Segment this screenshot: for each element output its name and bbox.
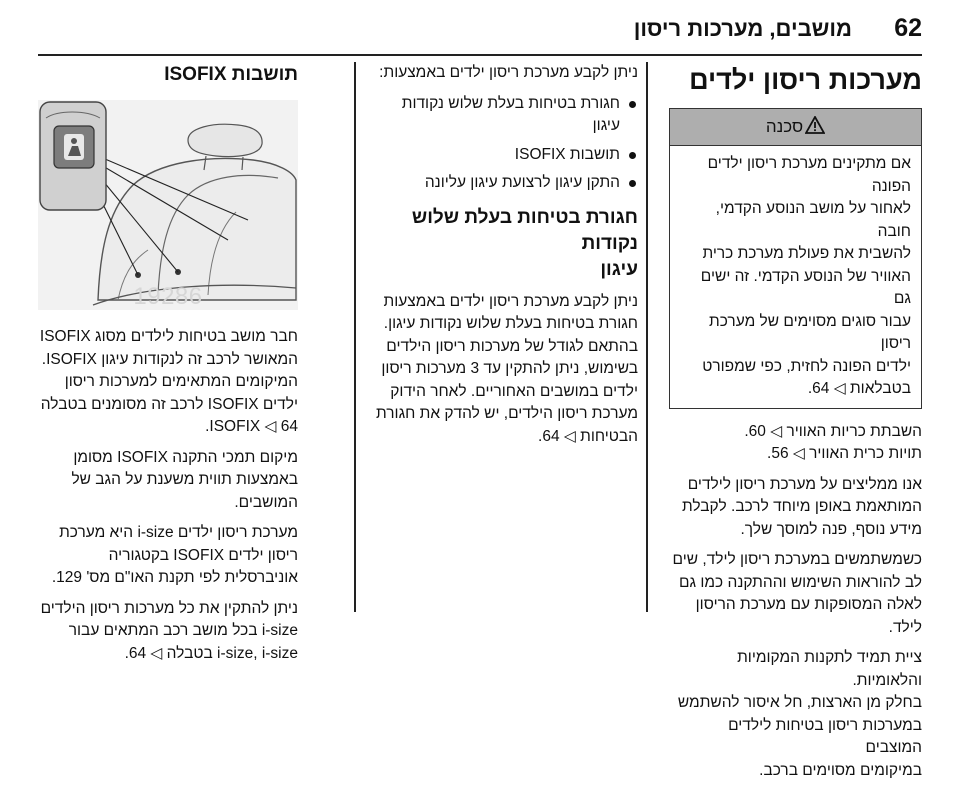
warning-line: בטבלאות ◁ 64.	[807, 380, 911, 397]
text-line: חבר מושב בטיחות לילדים מסוג ISOFIX	[39, 328, 298, 345]
text-line: ריסון ילדים ISOFIX בקטגוריה	[108, 546, 298, 564]
bullet-text: עיגון	[592, 117, 620, 134]
warning-line: אם מתקינים מערכת ריסון ילדים הפונה	[707, 155, 911, 195]
heading-line: חגורת בטיחות בעלת שלוש נקודות	[411, 206, 638, 254]
section-heading	[376, 205, 638, 283]
column-right	[669, 62, 922, 790]
text-line: חגורת בטיחות בעלת שלוש נקודות עיגון.	[383, 315, 638, 332]
page-number: 62	[894, 14, 922, 42]
text-line: מערכת ריסון ילדים i-size היא מערכת	[59, 524, 298, 541]
running-title: מושבים, מערכות ריסון	[633, 16, 852, 41]
cross-reference	[669, 421, 922, 466]
warning-body	[670, 146, 921, 408]
text-line: לאלה המסופקות עם מערכת הריסון לילד.	[695, 596, 922, 636]
text-line: מערכת ריסון הילדים, יש להדק את חגורת	[376, 405, 638, 422]
warning-header	[670, 109, 921, 146]
section-heading: תושבות ISOFIX	[164, 64, 298, 85]
child-seat-icon	[64, 134, 84, 160]
paragraph	[376, 291, 638, 449]
header-rule	[38, 54, 922, 56]
text-line: המושבים.	[234, 493, 298, 511]
text-line: המיקומים המתאימים למערכות ריסון	[64, 373, 298, 390]
bullet-text: תושבות ISOFIX	[514, 145, 620, 163]
warning-line: ילדים הפונה לחזית, כפי שמפורט	[702, 357, 911, 375]
text-line: ילדים במושבים האחוריים. לאחר הידוק	[390, 382, 638, 400]
paragraph	[38, 522, 298, 590]
intro-text: ניתן לקבע מערכת ריסון ילדים באמצעות:	[379, 64, 638, 81]
text-line: הבטיחות ◁ 64.	[538, 427, 638, 445]
bullet-item	[376, 144, 620, 167]
column-left	[38, 62, 298, 673]
bullet-list	[376, 93, 638, 195]
text-line: באמצעות תווית משענת על הגב של	[71, 471, 298, 488]
paragraph	[38, 598, 298, 666]
text-line: אוניברסלית לפי תקנת האו"ם מס' 129.	[51, 569, 298, 586]
column-divider	[354, 62, 356, 612]
column-middle	[376, 62, 638, 456]
page-header	[0, 0, 960, 58]
main-heading: מערכות ריסון ילדים	[689, 65, 922, 95]
warning-line: האוויר של הנוסע הקדמי. זה ישים גם	[700, 267, 911, 307]
text-line: מיקום תמכי התקנה ISOFIX מסומן	[73, 448, 298, 466]
ref-line: תויות כרית האוויר ◁ 56.	[767, 445, 922, 462]
bullet-text: התקן עיגון לרצועת עיגון עליונה	[424, 174, 620, 191]
bullet-item	[376, 172, 620, 195]
text-line: ילדים ISOFIX לרכב זה מסומנים בטבלה	[40, 395, 298, 413]
paragraph	[38, 447, 298, 515]
text-line: מידע נוסף, פנה למוסך שלך.	[740, 520, 922, 538]
warning-triangle-icon	[805, 116, 825, 134]
figure-watermark: 19286	[133, 282, 203, 310]
text-line: אנו ממליצים על מערכת ריסון לילדים	[687, 475, 922, 493]
text-line: i-size, i-size בטבלה ◁ 64.	[124, 644, 298, 662]
paragraph	[669, 549, 922, 639]
text-line: ציית תמיד לתקנות המקומיות והלאומיות.	[737, 649, 922, 689]
text-line: כשמשתמשים במערכת ריסון לילד, שים	[672, 551, 922, 568]
text-line: ISOFIX ◁ 64.	[205, 418, 298, 435]
text-line: המותאמת באופן מיוחד לרכב. לקבלת	[681, 498, 922, 515]
warning-line: עבור סוגים מסוימים של מערכת ריסון	[709, 312, 911, 352]
text-line: i-size בכל מושב רכב המתאים עבור	[68, 622, 298, 639]
warning-line: להשבית את פעולת מערכת כרית	[702, 245, 911, 262]
column-divider	[646, 62, 648, 612]
text-line: בהתאם לגודל של מערכות ריסון הילדים	[386, 337, 638, 355]
warning-title: סכנה	[765, 117, 804, 136]
danger-warning-box	[669, 108, 922, 409]
text-line: במיקומים מסוימים ברכב.	[759, 761, 922, 779]
isofix-illustration	[38, 100, 298, 310]
bullet-item	[376, 93, 620, 138]
warning-line: לאחור על מושב הנוסע הקדמי, חובה	[715, 200, 911, 240]
paragraph	[669, 474, 922, 542]
paragraph	[38, 326, 298, 439]
ref-line: השבתת כריות האוויר ◁ 60.	[744, 422, 922, 440]
text-line: ניתן להתקין את כל מערכות ריסון הילדים	[40, 599, 298, 617]
rear-seat-drawing	[38, 100, 298, 310]
text-line: לב להוראות השימוש וההתקנה כמו גם	[679, 573, 922, 591]
text-line: בשימוש, ניתן להתקין עד 3 מערכות ריסון	[381, 360, 638, 377]
bullet-text: חגורת בטיחות בעלת שלוש נקודות	[401, 94, 620, 112]
text-line: במערכות ריסון בטיחות לילדים המוצבים	[728, 716, 922, 756]
heading-line: עיגון	[600, 258, 638, 280]
paragraph	[669, 647, 922, 782]
text-line: ניתן לקבע מערכת ריסון ילדים באמצעות	[383, 292, 638, 310]
text-line: בחלק מן הארצות, חל איסור להשתמש	[677, 694, 922, 711]
text-line: המאושר לרכב זה לנקודות עיגון ISOFIX.	[41, 350, 298, 368]
